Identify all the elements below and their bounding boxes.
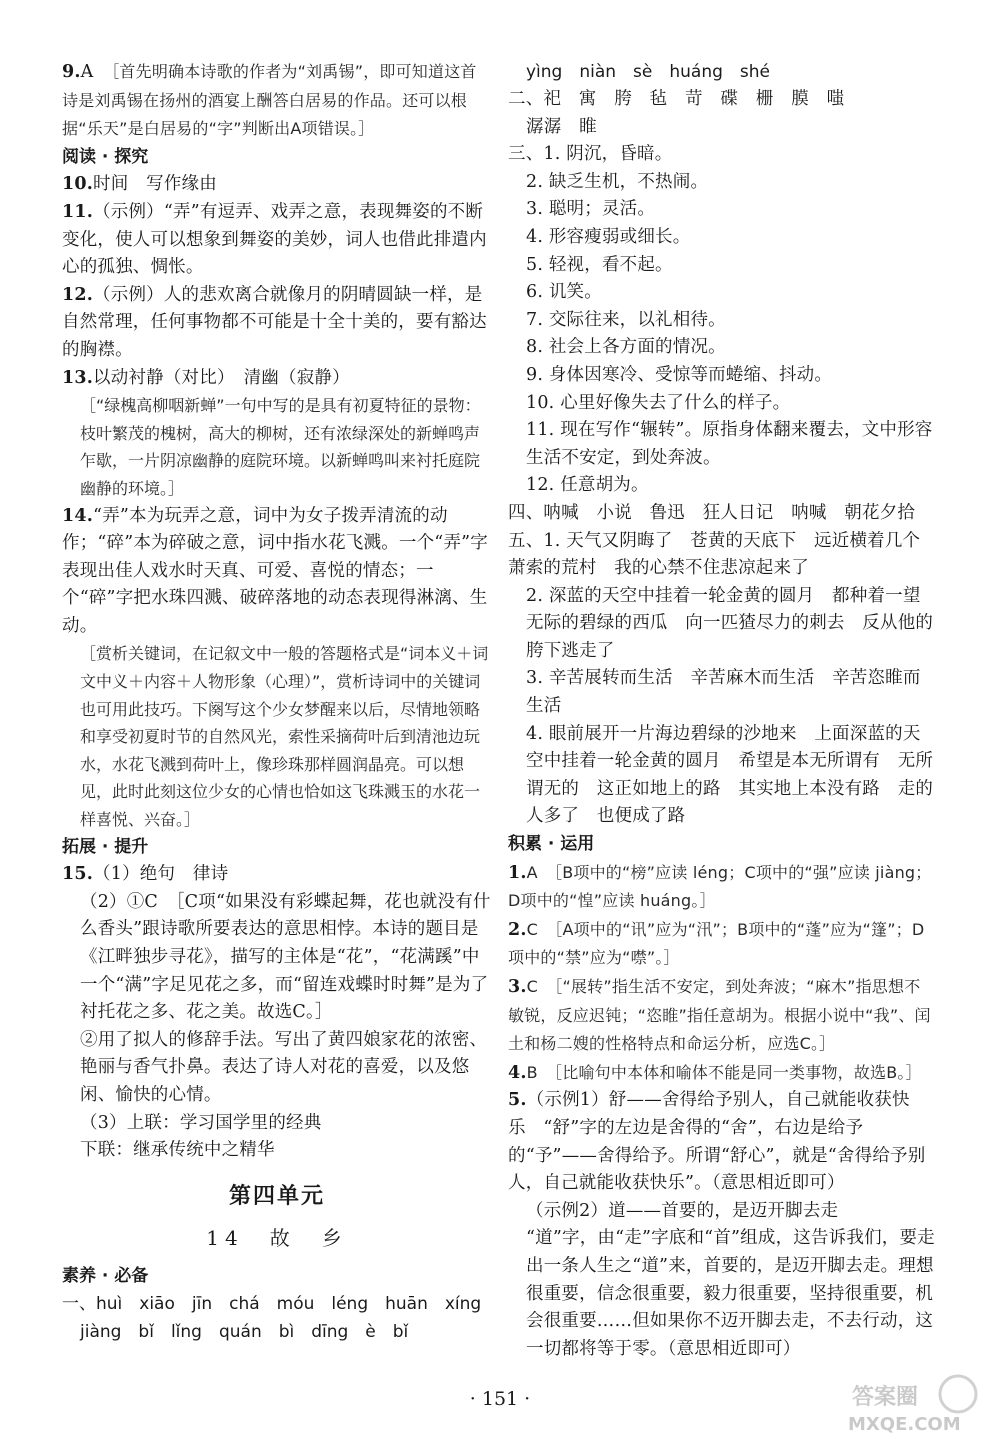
answer-item-14: 14.“弄”本为玩弄之意，词中为女子拨弄清流的动作；“碎”本为碎破之意，词中指水花飞溅。一个“弄”字表现出佳人戏水时天真、可爱、喜悦的情态；一个“碎”字把水珠四溅、破碎落地的动态表现得淋漓、生动。 [62, 505, 488, 636]
answer-item-12: 12.（示例）人的悲欢离合就像月的阴晴圆缺一样，是自然常理，任何事物都不可能是十全十美的，要有豁达的胸襟。 [62, 284, 487, 360]
answer-item-13: 13.以动衬静（对比） 清幽（寂静） [62, 367, 350, 388]
answer-item-9: 9.A ［首先明确本诗歌的作者为“刘禹锡”，即可知道这首诗是刘禹锡在扬州的酒宴上酬答白居易的作品。还可以根据“乐天”是白居易的“字”判断出A项错误。］ [62, 62, 477, 139]
pinyin-line-2: jiàng bǐ lǐng quán bì dīng è bǐ [80, 1322, 409, 1343]
part-4: 四、呐喊 小说 鲁迅 狂人日记 呐喊 朝花夕拾 [508, 502, 916, 523]
watermark-logo [838, 1368, 988, 1438]
part-3-item: 11. 现在写作“辗转”。原指身体翻来覆去，文中形容生活不安定，到处奔波。 [526, 420, 933, 468]
watermark-logo-text: 答案圈 [852, 1385, 919, 1410]
accumulate-item-4: 4.B ［比喻句中本体和喻体不能是同一类事物，故选B。］ [508, 1062, 922, 1083]
part-5-item: 2. 深蓝的天空中挂着一轮金黄的圆月 都种着一望无际的碧绿的西瓜 向一匹猹尽力的刺去 反从他的胯下逃走了 [526, 585, 934, 661]
part-5-item: 3. 辛苦展转而生活 辛苦麻木而生活 辛苦恣睢而生活 [526, 668, 921, 717]
section-heading-base: 素养 · 必备 [62, 1265, 149, 1286]
accumulate-item-2: 2.C ［A项中的“讯”应为“汛”；B项中的“蓬”应为“篷”；D项中的“禁”应为“噤”。］ [508, 919, 925, 968]
section-heading-accumulate: 积累 · 运用 [508, 834, 595, 855]
answer-item-15-part2: （2）①C ［C项“如果没有彩蝶起舞，花也就没有什么香头”跟诗歌所要表达的意思相悖。本诗的题目是《江畔独步寻花》，描写的主体是“花”，“花满蹊”中一个“满”字足见花之多，而“留连戏蝶时时舞”是为了衬托花之多、花之美。故选C。］ [80, 891, 491, 1023]
part-5-item: 五、1. 天气又阴晦了 苍黄的天底下 远近横着几个萧索的荒村 我的心禁不住悲凉起来了 [508, 530, 921, 579]
pinyin-line-1: 一、huì xiāo jīn chá móu léng huān xíng [62, 1294, 482, 1315]
part-3-item: 8. 社会上各方面的情况。 [526, 337, 726, 358]
answer-item-15-part1: 15.（1）绝句 律诗 [62, 864, 229, 885]
part-3-item: 10. 心里好像失去了什么的样子。 [526, 392, 791, 413]
part-3-item: 6. 讥笑。 [526, 282, 602, 303]
unit-title: 第四单元 [228, 1183, 325, 1209]
part-5-item: 4. 眼前展开一片海边碧绿的沙地来 上面深蓝的天空中挂着一轮金黄的圆月 希望是本无所谓有 无所谓无的 这正如地上的路 其实地上本没有路 走的人多了 也便成了路 [526, 723, 934, 827]
part-3-item: 9. 身体因寒冷、受惊等而蜷缩、抖动。 [526, 364, 833, 385]
accumulate-item-5-example-2: （示例2）道——首要的，是迈开脚去走 [526, 1200, 839, 1221]
page-number: · 151 · [469, 1388, 531, 1410]
section-heading-extend: 拓展 · 提升 [62, 836, 149, 857]
accumulate-item-5: 5.（示例1）舒——舍得给予别人，自己就能收获快乐 “舒”字的左边是舍得的“舍”，右边是给予的“予”——舍得给予。所谓“舒心”，就是“舍得给予别人，自己就能收获快乐”。（意思相近即可） [508, 1090, 926, 1194]
lesson-title: 14 故 乡 [206, 1225, 348, 1250]
watermark-domain: MXQE.COM [848, 1414, 961, 1435]
part-2-line-1: 二、祀 寓 胯 毡 苛 碟 栅 膜 嗤 [508, 89, 845, 109]
part-3-item: 2. 缺乏生机，不热闹。 [526, 171, 709, 192]
accumulate-item-3: 3.C ［“展转”指生活不安定，到处奔波；“麻木”指思想不敏锐，反应迟钝；“恣睢”指任意胡为。根据小说中“我”、闰土和杨二嫂的性格特点和命运分析，应选C。］ [508, 977, 931, 1054]
answer-item-15-part3b: 下联：继承传统中之精华 [80, 1140, 275, 1161]
answer-item-10: 10.时间 写作缘由 [62, 174, 217, 195]
answer-item-13-note: ［“绿槐高柳咽新蝉”一句中写的是具有初夏特征的景物：枝叶繁茂的槐树，高大的柳树，还有浓绿深处的新蝉鸣声乍歇，一片阴凉幽静的庭院环境。以新蝉鸣叫来衬托庭院幽静的环境。］ [80, 396, 481, 498]
watermark-circle-icon [940, 1376, 976, 1412]
accumulate-item-1: 1.A ［B项中的“榜”应读 léng；C项中的“强”应读 jiàng；D项中的“惶”应读 huáng。］ [508, 862, 932, 911]
answer-item-11: 11.（示例）“弄”有逗弄、戏弄之意，表现舞姿的不断变化，使人可以想象到舞姿的美妙，词人也借此排遣内心的孤独、惆怅。 [62, 201, 487, 278]
part-3-item: 3. 聪明；灵活。 [526, 199, 656, 220]
left-column [62, 58, 492, 1346]
answer-item-14-note: ［赏析关键词，在记叙文中一般的答题格式是“词本义＋词文中义＋内容＋人物形象（心理）”，赏析诗词中的关键词也可用此技巧。下阕写这个少女梦醒来以后，尽情地领略和享受初夏时节的自然风光，索性采摘荷叶后到清池边玩水，水花飞溅到荷叶上，像珍珠那样圆润晶亮。可以想见，此时此刻这位少女的心情也恰如这飞珠溅玉的水花一样喜悦、兴奋。］ [80, 644, 489, 830]
pinyin-line-3: yìng niàn sè huáng shé [526, 62, 770, 82]
accumulate-item-5-example-2-text: “道”字，由“走”字底和“首”组成，这告诉我们，要走出一条人生之“道”来，首要的，是迈开脚去走。理想很重要，信念很重要，毅力很重要，坚持很重要，机会很重要……但如果你不迈开脚去走，不去行动，这一切都将等于零。（意思相近即可） [526, 1228, 935, 1359]
part-3-item: 三、1. 阴沉，昏暗。 [508, 144, 673, 165]
part-3-item: 5. 轻视，看不起。 [526, 254, 673, 275]
part-3-item: 12. 任意胡为。 [526, 475, 649, 496]
section-heading-read: 阅读 · 探究 [62, 146, 149, 167]
right-column [508, 58, 936, 1363]
answer-item-15-part2b: ②用了拟人的修辞手法。写出了黄四娘家花的浓密、艳丽与香气扑鼻。表达了诗人对花的喜爱，以及悠闲、愉快的心情。 [80, 1029, 488, 1105]
part-3-item: 4. 形容瘦弱或细长。 [526, 226, 691, 247]
answer-item-15-part3: （3）上联：学习国学里的经典 [80, 1112, 322, 1133]
part-2-line-2: 潺潺 睢 [526, 116, 597, 137]
part-3-item: 7. 交际往来，以礼相待。 [526, 309, 726, 330]
